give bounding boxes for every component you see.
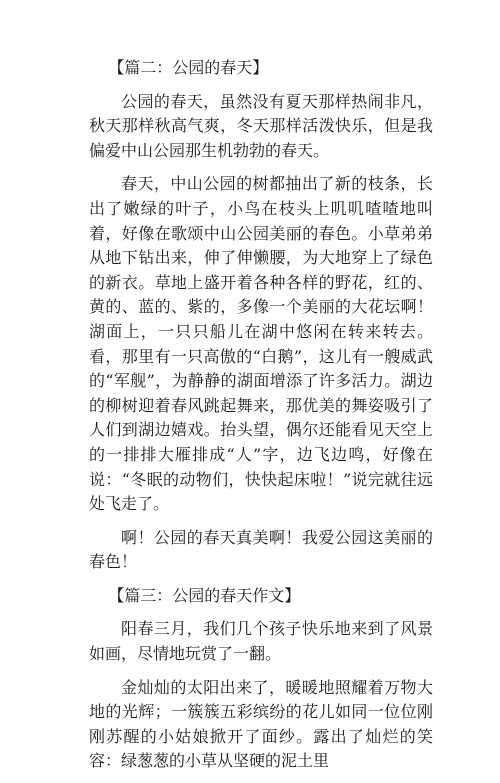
paragraph: 阳春三月，我们几个孩子快乐地来到了风景如画，尽情地玩赏了一翻。 — [89, 619, 433, 664]
paragraph: 啊！公园的春天真美啊！我爱公园这美丽的春色！ — [89, 527, 433, 572]
paragraph: 春天，中山公园的树都抽出了新的枝条，长出了嫩绿的叶子，小鸟在枝头上叽叽喳喳地叫着，好像在歌颂中山公园美丽的春色。小草弟弟从地下钻出来，伸了伸懒腰，为大地穿上了绿色的新衣。草地上盛开着各种各样的野花，红的、黄的、蓝的、紫的，多像一个美丽的大花坛啊！湖面上，一只只船儿在湖中悠闲在转来转去。看，那里有一只高傲的“白鹅”，这儿有一艘威武的“军舰”，为静静的湖面增添了许多活力。湖边的柳树迎着春风跳起舞来，那优美的舞姿吸引了人们到湖边嬉戏。抬头望，偶尔还能看见天空上的一排排大雁排成“人”字，边飞边鸣，好像在说：“冬眠的动物们，快快起床啦！”说完就往远处飞走了。 — [89, 174, 433, 514]
document-body — [89, 56, 433, 783]
section-heading-part2: 【篇二：公园的春天】 — [108, 58, 269, 77]
paragraph: 金灿灿的太阳出来了，暖暖地照耀着万物大地的光辉；一簇簇五彩缤纷的花儿如同一位位刚刚苏醒的小姑娘掀开了面纱。露出了灿烂的笑容：绿葱葱的小草从坚硬的泥土里 — [89, 677, 433, 771]
paragraph: 公园的春天，虽然没有夏天那样热闹非凡，秋天那样秋高气爽，冬天那样活泼快乐，但是我偏爱中山公园那生机勃勃的春天。 — [89, 91, 433, 160]
section-heading-part3: 【篇三：公园的春天作文】 — [108, 585, 301, 605]
